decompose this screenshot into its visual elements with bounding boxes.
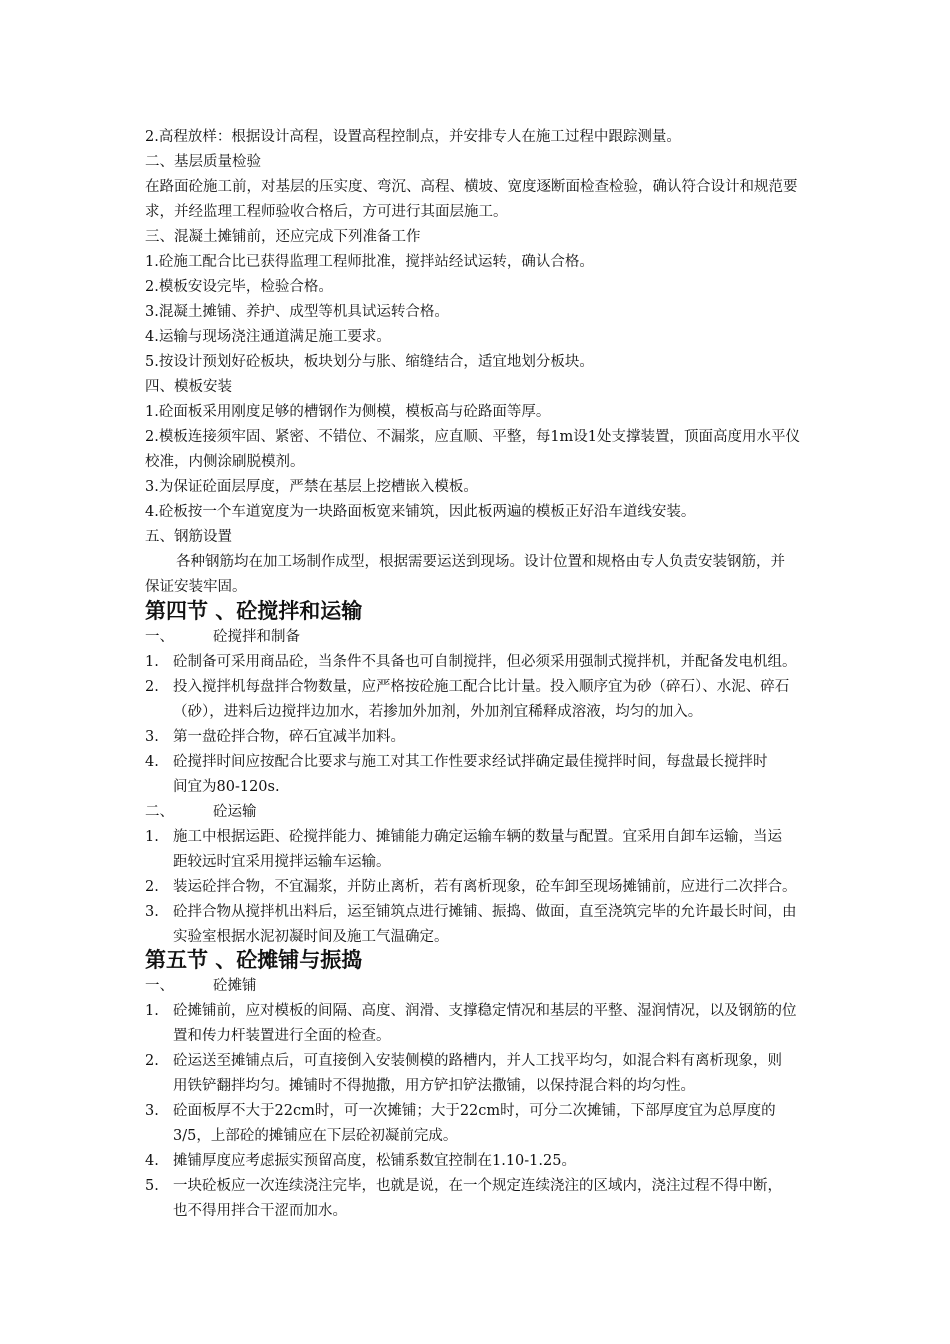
subsection-number: 二、 <box>145 804 174 820</box>
list-item-text: 也不得用拌合干涩而加水。 <box>173 1203 347 1219</box>
paragraph-line: 校准，内侧涂刷脱模剂。 <box>145 454 305 470</box>
list-item-text: 施工中根据运距、砼搅拌能力、摊铺能力确定运输车辆的数量与配置。宜采用自卸车运输，当运 <box>173 829 782 845</box>
paragraph-line: 2.模板安设完毕，检验合格。 <box>145 279 333 295</box>
subheading-rebar: 五、钢筋设置 <box>145 529 232 545</box>
paragraph-line: 2.模板连接须牢固、紧密、不错位、不漏浆，应直顺、平整，每1m设1处支撑装置，顶面高度用水平仪 <box>145 429 801 445</box>
list-item-number: 2. <box>145 1053 159 1069</box>
section-4-title: 第四节 、砼搅拌和运输 <box>145 599 363 623</box>
subheading-preparation: 三、混凝土摊铺前，还应完成下列准备工作 <box>145 229 421 245</box>
list-item-text: 砼搅拌时间应按配合比要求与施工对其工作性要求经试拌确定最佳搅拌时间，每盘最长搅拌时 <box>173 754 768 770</box>
list-item-text: 砼制备可采用商品砼，当条件不具备也可自制搅拌，但必须采用强制式搅拌机，并配备发电机组。 <box>173 654 797 670</box>
list-item-number: 3. <box>145 729 159 745</box>
paragraph-line: 3.为保证砼面层厚度，严禁在基层上挖槽嵌入模板。 <box>145 479 478 495</box>
paragraph-line: 在路面砼施工前，对基层的压实度、弯沉、高程、横坡、宽度逐断面检查检验，确认符合设计和规范要 <box>145 179 798 195</box>
paragraph-line: 3.混凝土摊铺、养护、成型等机具试运转合格。 <box>145 304 449 320</box>
paragraph-line: 保证安装牢固。 <box>145 579 247 595</box>
subsection-number: 一、 <box>145 629 174 645</box>
list-item-text: 置和传力杆装置进行全面的检查。 <box>173 1028 391 1044</box>
subheading-formwork: 四、模板安装 <box>145 379 232 395</box>
list-item-text: 摊铺厚度应考虑振实预留高度，松铺系数宜控制在1.10-1.25。 <box>173 1153 576 1169</box>
paragraph-line: 1.砼施工配合比已获得监理工程师批准，搅拌站经试运转，确认合格。 <box>145 254 594 270</box>
list-item-text: 砼面板厚不大于22cm时，可一次摊铺；大于22cm时，可分二次摊铺，下部厚度宜为总厚度的 <box>173 1103 776 1119</box>
list-item-text: 砼拌合物从搅拌机出料后，运至铺筑点进行摊铺、振捣、做面，直至浇筑完毕的允许最长时间，由 <box>173 904 797 920</box>
list-item-text: 第一盘砼拌合物，碎石宜减半加料。 <box>173 729 405 745</box>
list-item-number: 1. <box>145 829 159 845</box>
subsection-title: 砼摊铺 <box>213 978 257 994</box>
list-item-text: 砼运送至摊铺点后，可直接倒入安装侧模的路槽内，并人工找平均匀，如混合料有离析现象，则 <box>173 1053 782 1069</box>
subsection-title: 砼搅拌和制备 <box>213 629 300 645</box>
list-item-text: 用铁铲翻拌均匀。摊铺时不得抛撒，用方铲扣铲法撒铺，以保持混合料的均匀性。 <box>173 1078 695 1094</box>
list-item-number: 2. <box>145 679 159 695</box>
list-item-text: 装运砼拌合物，不宜漏浆，并防止离析，若有离析现象，砼车卸至现场摊铺前，应进行二次拌合。 <box>173 879 797 895</box>
subsection-number: 一、 <box>145 978 174 994</box>
paragraph-line: 2.高程放样：根据设计高程，设置高程控制点，并安排专人在施工过程中跟踪测量。 <box>145 129 681 145</box>
list-item-text: 距较远时宜采用搅拌运输车运输。 <box>173 854 391 870</box>
subsection-title: 砼运输 <box>213 804 257 820</box>
list-item-number: 2. <box>145 879 159 895</box>
subheading-base-quality: 二、基层质量检验 <box>145 154 261 170</box>
list-item-number: 3. <box>145 904 159 920</box>
paragraph-line: 1.砼面板采用刚度足够的槽钢作为侧模，模板高与砼路面等厚。 <box>145 404 551 420</box>
list-item-number: 1. <box>145 654 159 670</box>
paragraph-line: 4.砼板按一个车道宽度为一块路面板宽来铺筑，因此板两遍的模板正好沿车道线安装。 <box>145 504 696 520</box>
paragraph-line: 各种钢筋均在加工场制作成型，根据需要运送到现场。设计位置和规格由专人负责安装钢筋，并 <box>176 554 785 570</box>
list-item-text: 投入搅拌机每盘拌合物数量，应严格按砼施工配合比计量。投入顺序宜为砂（碎石）、水泥、碎石 <box>173 679 790 695</box>
list-item-number: 5. <box>145 1178 159 1194</box>
section-5-title: 第五节 、砼摊铺与振捣 <box>145 948 363 972</box>
list-item-text: 实验室根据水泥初凝时间及施工气温确定。 <box>173 929 449 945</box>
list-item-text: 间宜为80-120s. <box>173 779 280 795</box>
paragraph-line: 4.运输与现场浇注通道满足施工要求。 <box>145 329 391 345</box>
list-item-number: 4. <box>145 754 159 770</box>
paragraph-line: 5.按设计预划好砼板块，板块划分与胀、缩缝结合，适宜地划分板块。 <box>145 354 594 370</box>
list-item-number: 3. <box>145 1103 159 1119</box>
list-item-text: 3/5，上部砼的摊铺应在下层砼初凝前完成。 <box>173 1128 458 1144</box>
list-item-text: （砂），进料后边搅拌边加水，若掺加外加剂，外加剂宜稀释成溶液，均匀的加入。 <box>173 704 703 720</box>
list-item-text: 砼摊铺前，应对模板的间隔、高度、润滑、支撑稳定情况和基层的平整、湿润情况，以及钢筋的位 <box>173 1003 797 1019</box>
list-item-text: 一块砼板应一次连续浇注完毕，也就是说，在一个规定连续浇注的区域内，浇注过程不得中断， <box>173 1178 782 1194</box>
list-item-number: 1. <box>145 1003 159 1019</box>
paragraph-line: 求，并经监理工程师验收合格后，方可进行其面层施工。 <box>145 204 508 220</box>
list-item-number: 4. <box>145 1153 159 1169</box>
